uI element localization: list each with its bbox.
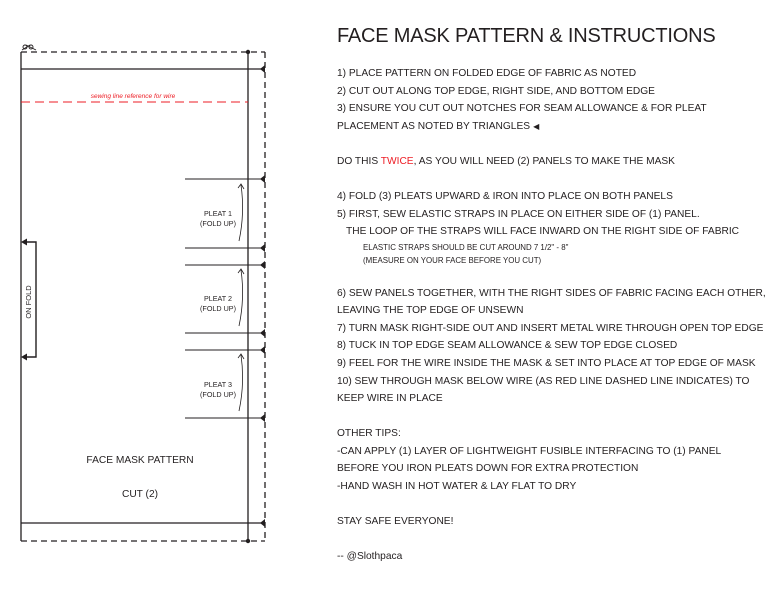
step-10: 10) SEW THROUGH MASK BELOW WIRE (AS RED LINE DASHED LINE INDICATES) TO <box>337 375 750 387</box>
credit: -- @Slothpaca <box>337 551 403 563</box>
elastic-note-1: ELASTIC STRAPS SHOULD BE CUT AROUND 7 1/2" - 8" <box>363 242 569 252</box>
twice-after: , AS YOU WILL NEED (2) PANELS TO MAKE THE MASK <box>413 155 675 167</box>
tip-1-continued: BEFORE YOU IRON PLEATS DOWN FOR EXTRA PROTECTION <box>337 463 639 475</box>
sign-off: STAY SAFE EVERYONE! <box>337 516 454 528</box>
twice-before: DO THIS <box>337 155 381 167</box>
step-6-continued: LEAVING THE TOP EDGE OF UNSEWN <box>337 305 524 317</box>
seam-note: sewing line reference for wire <box>90 93 176 100</box>
page-title: FACE MASK PATTERN & INSTRUCTIONS <box>337 25 716 47</box>
triangle-left-icon: ◀ <box>533 121 540 131</box>
step-2: 2) CUT OUT ALONG TOP EDGE, RIGHT SIDE, AND BOTTOM EDGE <box>337 85 655 97</box>
step-4: 4) FOLD (3) PLEATS UPWARD & IRON INTO PLACE ON BOTH PANELS <box>337 191 673 203</box>
step-6: 6) SEW PANELS TOGETHER, WITH THE RIGHT SIDES OF FABRIC FACING EACH OTHER, <box>337 287 766 299</box>
pleat-3-label: PLEAT 3 <box>203 380 233 389</box>
step-1: 1) PLACE PATTERN ON FOLDED EDGE OF FABRIC AS NOTED <box>337 68 637 79</box>
instructions-panel <box>337 24 766 566</box>
step-7: 7) TURN MASK RIGHT-SIDE OUT AND INSERT METAL WIRE THROUGH OPEN TOP EDGE <box>337 322 764 334</box>
cut-note: CUT (2) <box>121 489 159 500</box>
step-8: 8) TUCK IN TOP EDGE SEAM ALLOWANCE & SEW TOP EDGE CLOSED <box>337 340 678 352</box>
tip-2: -HAND WASH IN HOT WATER & LAY FLAT TO DRY <box>337 481 577 493</box>
fold-up-arrows <box>238 184 244 411</box>
tips-heading: OTHER TIPS: <box>337 428 401 440</box>
scissors-icon <box>22 45 36 50</box>
mask-pattern-diagram <box>0 0 300 594</box>
pleat-2-label: PLEAT 2 <box>203 294 233 303</box>
step-9: 9) FEEL FOR THE WIRE INSIDE THE MASK & SET INTO PLACE AT TOP EDGE OF MASK <box>337 357 756 369</box>
pleat-1-sub: (FOLD UP) <box>200 219 236 228</box>
twice-note <box>337 153 762 171</box>
step-3: 3) ENSURE YOU CUT OUT NOTCHES FOR SEAM ALLOWANCE & FOR PLEAT <box>337 103 707 115</box>
step-5-continued: THE LOOP OF THE STRAPS WILL FACE INWARD ON THE RIGHT SIDE OF FABRIC <box>346 226 740 238</box>
step-10-continued: KEEP WIRE IN PLACE <box>337 393 443 405</box>
pleat-2-sub: (FOLD UP) <box>200 304 236 313</box>
pleat-3-sub: (FOLD UP) <box>200 390 236 399</box>
elastic-note-2: (MEASURE ON YOUR FACE BEFORE YOU CUT) <box>363 255 542 265</box>
tip-1: -CAN APPLY (1) LAYER OF LIGHTWEIGHT FUSIBLE INTERFACING TO (1) PANEL <box>337 445 722 457</box>
step-5: 5) FIRST, SEW ELASTIC STRAPS IN PLACE ON EITHER SIDE OF (1) PANEL. <box>337 208 700 220</box>
twice-highlight: TWICE <box>380 155 414 167</box>
step-3-continued-text: PLACEMENT AS NOTED BY TRIANGLES <box>337 120 531 132</box>
pleat-1-label: PLEAT 1 <box>203 209 233 218</box>
notch-triangles <box>260 65 265 527</box>
pattern-title: FACE MASK PATTERN <box>86 455 194 466</box>
step-3-continued <box>337 118 762 136</box>
on-fold-label: ON FOLD <box>24 285 33 319</box>
